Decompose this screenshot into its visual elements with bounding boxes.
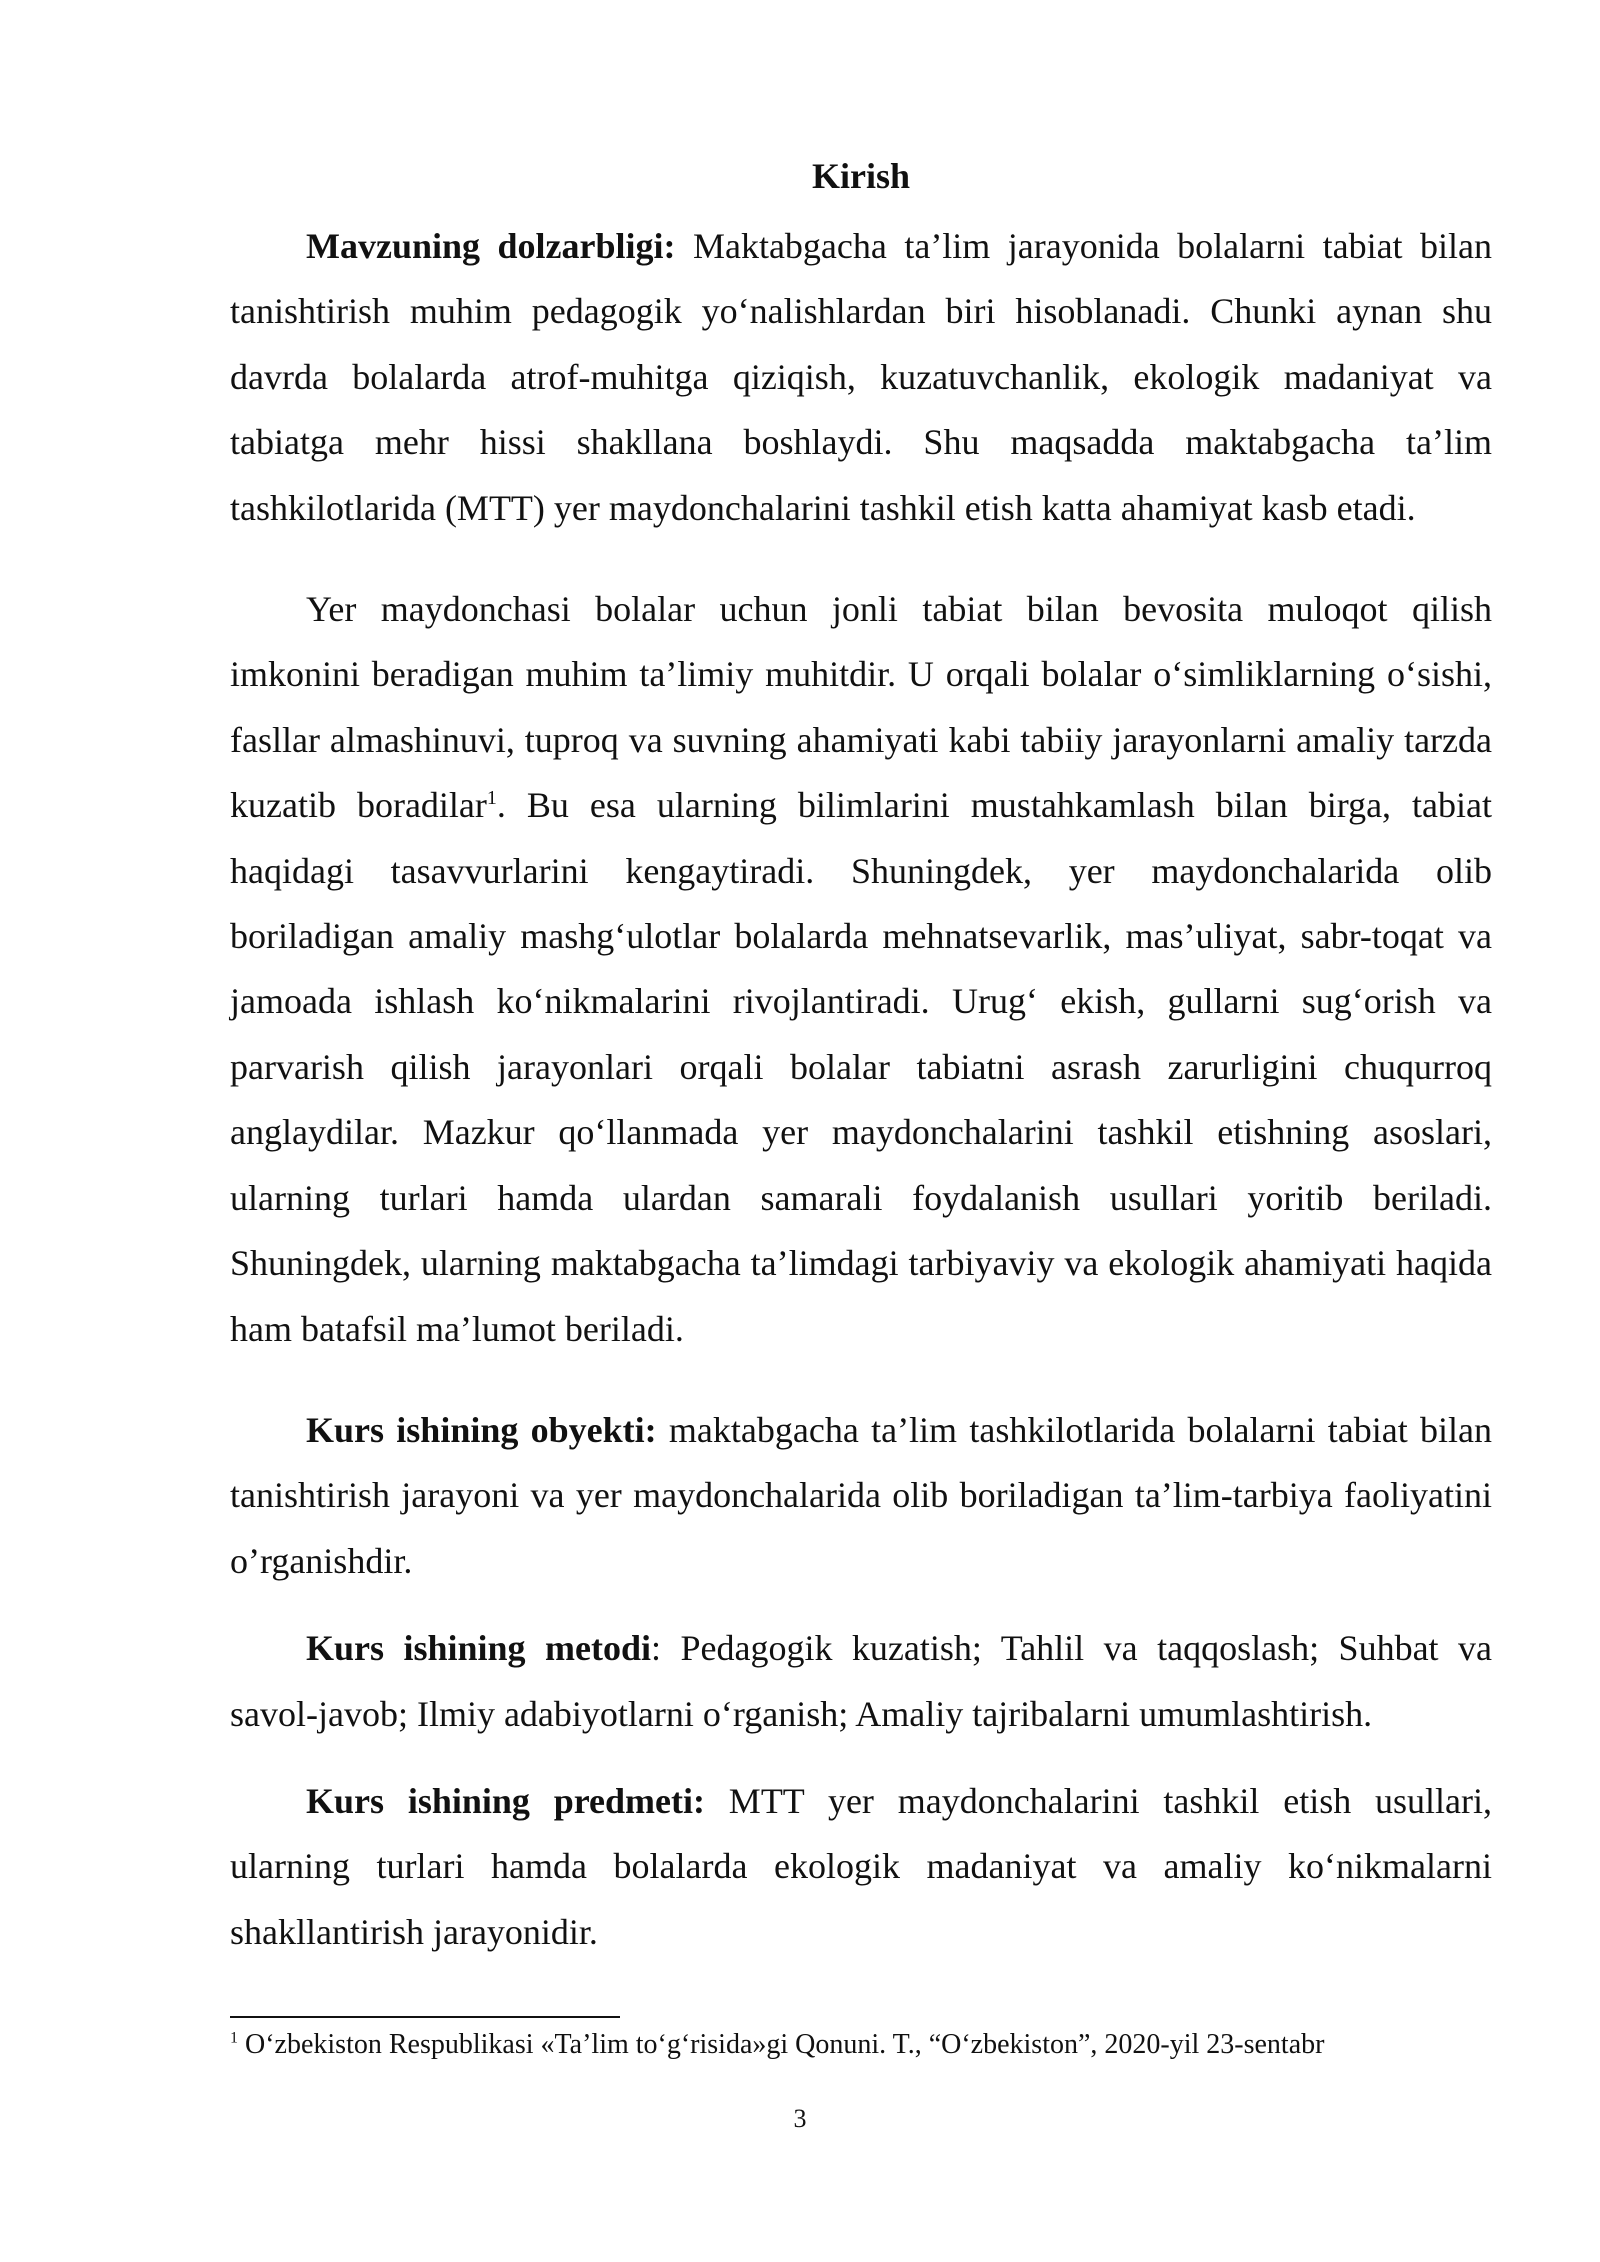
plot-text-start: Yer maydonchasi bolalar uchun jonli tabiat bilan bevosita muloqot qilish imkonini beradigan muhim ta’limiy muhitdir. U orqali bolalar o‘simliklarning o‘sishi, fasllar almashinuvi, tuproq va suvning ahamiyati kabi tabiiy jarayonlarni amaliy tarzda kuzatib boradilar (230, 589, 1492, 826)
section-title: Kirish (811, 156, 910, 196)
subject-text: MTT yer maydonchalarini tashkil etish usullari, ularning turlari hamda bolalarda ekologik madaniyat va amaliy ko‘nikmalarni shakllantirish jarayonidir. (230, 1780, 1493, 1952)
page-body (230, 148, 1492, 1965)
footnote-reference[interactable]: 1 (486, 787, 497, 810)
relevance-heading: Mavzuning dolzarbligi: (306, 226, 676, 266)
page-number: 3 (793, 2104, 807, 2133)
method-paragraph (230, 1616, 1492, 1747)
object-paragraph (230, 1398, 1492, 1594)
footnote (230, 2026, 1440, 2064)
subject-heading: Kurs ishining predmeti: (306, 1780, 705, 1821)
relevance-text: Maktabgacha ta’lim jarayonida bolalarni tabiat bilan tanishtirish muhim pedagogik yo‘nalishlardan biri hisoblanadi. Chunki aynan shu davrda bolalarda atrof-muhitga qiziqish, kuzatuvchanlik, ekologik madaniyat va tabiatga mehr hissi shakllana boshlaydi. Shu maqsadda maktabgacha ta’lim tashkilotlarida (MTT) yer maydonchalarini tashkil etish katta ahamiyat kasb etadi. (230, 226, 1493, 528)
plot-text-end: . Bu esa ularning bilimlarini mustahkamlash bilan birga, tabiat haqidagi tasavvurlarini kengaytiradi. Shuningdek, yer maydonchalarida olib boriladigan amaliy mashg‘ulotlar bolalarda mehnatsevarlik, mas’uliyat, sabr-toqat va jamoada ishlash ko‘nikmalarini rivojlantiradi. Urug‘ ekish, gullarni sug‘orish va parvarish qilish jarayonlari orqali bolalar tabiatni asrash zarurligini chuqurroq anglaydilar. Mazkur qo‘llanmada yer maydonchalarini tashkil etishning asoslari, ularning turlari hamda ulardan samarali foydalanish usullari yoritib beriladi. Shuningdek, ularning maktabgacha ta’limdagi tarbiyaviy va ekologik ahamiyati haqida ham batafsil ma’lumot beriladi. (230, 785, 1493, 1349)
relevance-paragraph (230, 214, 1492, 541)
plot-description-paragraph (230, 577, 1492, 1362)
footnote-text: O‘zbekiston Respublikasi «Ta’lim to‘g‘risida»gi Qonuni. T., “O‘zbekiston”, 2020-yil 23-sentabr (238, 2029, 1325, 2060)
object-heading: Kurs ishining obyekti: (306, 1409, 657, 1450)
footnote-divider (230, 2016, 620, 2018)
method-text: : Pedagogik kuzatish; Tahlil va taqqoslash; Suhbat va savol-javob; Ilmiy adabiyotlarni o‘rganish; Amaliy tajribalarni umumlashtirish. (230, 1628, 1492, 1734)
object-text: maktabgacha ta’lim tashkilotlarida bolalarni tabiat bilan tanishtirish jarayoni va yer maydonchalarida olib boriladigan ta’lim-tarbiya faoliyatini o’rganishdir. (230, 1409, 1492, 1581)
method-heading: Kurs ishining metodi (306, 1628, 652, 1669)
subject-paragraph (230, 1769, 1492, 1965)
footnote-mark: 1 (230, 2029, 238, 2047)
